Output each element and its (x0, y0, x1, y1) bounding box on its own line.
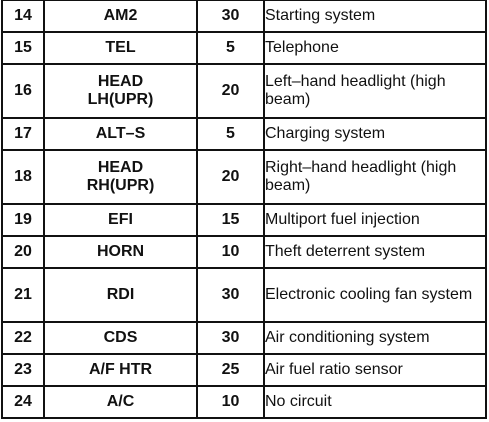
fuse-name (44, 236, 197, 268)
fuse-amperage: 25 (197, 354, 264, 386)
fuse-name-line: A/F HTR (88, 361, 153, 378)
fuse-name-line: CDS (103, 329, 138, 346)
fuse-description: Starting system (264, 0, 486, 32)
fuse-name-line: A/C (106, 393, 135, 410)
fuse-name-line: HEAD (97, 73, 144, 90)
fuse-amperage: 20 (197, 64, 264, 118)
fuse-name-line: RDI (106, 286, 135, 303)
fuse-description: Air conditioning system (264, 322, 486, 354)
fuse-amperage: 30 (197, 0, 264, 32)
fuse-table-body (2, 0, 486, 418)
fuse-name (44, 386, 197, 418)
fuse-amperage: 5 (197, 32, 264, 64)
table-row (2, 0, 486, 32)
fuse-name-line: TEL (105, 39, 136, 56)
fuse-description: Right–hand headlight (high beam) (264, 150, 486, 204)
fuse-name-line: HORN (96, 243, 145, 260)
table-row (2, 268, 486, 322)
fuse-description: Electronic cooling fan system (264, 268, 486, 322)
fuse-amperage: 15 (197, 204, 264, 236)
fuse-description: No circuit (264, 386, 486, 418)
fuse-description: Theft deterrent system (264, 236, 486, 268)
fuse-amperage: 30 (197, 268, 264, 322)
fuse-number: 18 (2, 150, 44, 204)
fuse-table (1, 0, 487, 419)
fuse-number: 14 (2, 0, 44, 32)
fuse-name (44, 118, 197, 150)
fuse-number: 15 (2, 32, 44, 64)
fuse-description: Multiport fuel injection (264, 204, 486, 236)
fuse-number: 20 (2, 236, 44, 268)
fuse-amperage: 30 (197, 322, 264, 354)
fuse-amperage: 20 (197, 150, 264, 204)
table-row (2, 386, 486, 418)
fuse-amperage: 10 (197, 386, 264, 418)
fuse-number: 17 (2, 118, 44, 150)
fuse-number: 24 (2, 386, 44, 418)
fuse-name-line: RH(UPR) (86, 177, 155, 194)
fuse-name (44, 322, 197, 354)
fuse-description: Air fuel ratio sensor (264, 354, 486, 386)
fuse-number: 23 (2, 354, 44, 386)
table-row (2, 32, 486, 64)
fuse-name (44, 204, 197, 236)
fuse-number: 19 (2, 204, 44, 236)
fuse-name (44, 354, 197, 386)
fuse-name-line: AM2 (103, 7, 138, 24)
table-row (2, 354, 486, 386)
fuse-name (44, 64, 197, 118)
fuse-description: Charging system (264, 118, 486, 150)
table-row (2, 204, 486, 236)
fuse-name-line: ALT–S (95, 125, 146, 142)
fuse-amperage: 10 (197, 236, 264, 268)
fuse-number: 16 (2, 64, 44, 118)
fuse-name (44, 32, 197, 64)
fuse-name-line: EFI (108, 211, 133, 228)
fuse-description: Left–hand headlight (high beam) (264, 64, 486, 118)
fuse-description: Telephone (264, 32, 486, 64)
table-row (2, 150, 486, 204)
fuse-number: 21 (2, 268, 44, 322)
fuse-amperage: 5 (197, 118, 264, 150)
table-row (2, 236, 486, 268)
fuse-name (44, 268, 197, 322)
fuse-name-line: HEAD (97, 159, 144, 176)
fuse-number: 22 (2, 322, 44, 354)
fuse-name-line: LH(UPR) (87, 91, 154, 108)
fuse-name (44, 150, 197, 204)
table-row (2, 118, 486, 150)
fuse-name (44, 0, 197, 32)
table-row (2, 322, 486, 354)
table-row (2, 64, 486, 118)
